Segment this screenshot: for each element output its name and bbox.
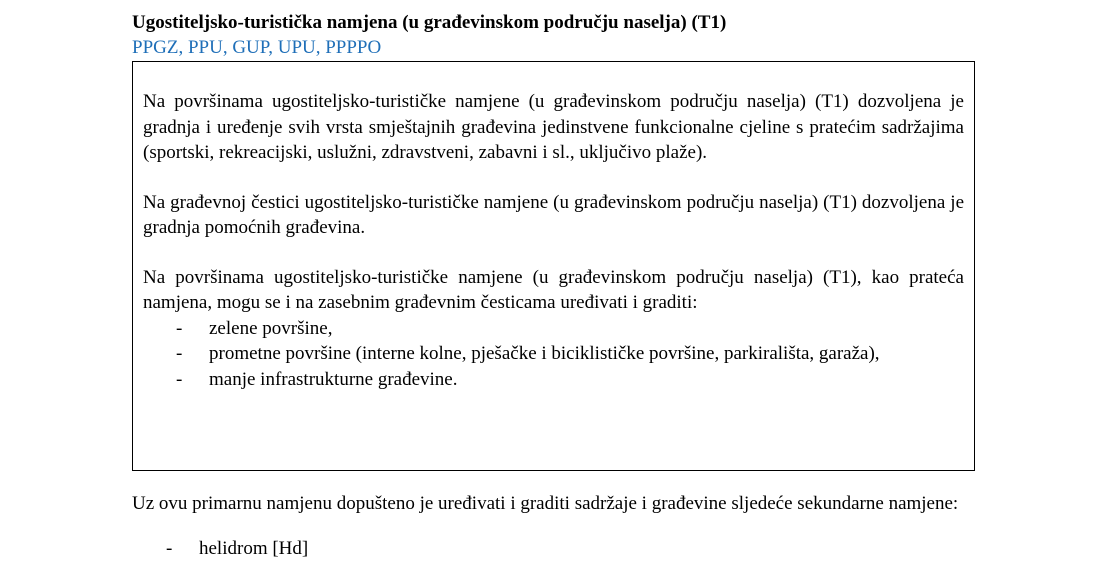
list-dash: - — [176, 343, 183, 364]
list-item-text: prometne površine (interne kolne, pješačke i biciklističke površine, parkirališta, garaža), — [209, 343, 880, 364]
document-page — [132, 10, 1032, 561]
plan-types: PPGZ, PPU, GUP, UPU, PPPPO — [132, 37, 382, 58]
list-item — [143, 316, 964, 342]
rules-box — [132, 61, 975, 471]
list-item — [143, 341, 964, 367]
list-item-text: zelene površine, — [209, 317, 333, 339]
list-item-text: manje infrastrukturne građevine. — [209, 368, 458, 390]
secondary-uses-list — [132, 536, 1032, 562]
section-title: Ugostiteljsko-turistička namjena (u građevinskom području naselja) (T1) — [132, 12, 727, 33]
box-paragraph-2: Na građevnoj čestici ugostiteljsko-turističke namjene (u građevinskom području naselja) (T1) dozvoljena je gradnja pomoćnih građevina. — [143, 191, 964, 238]
secondary-use-intro: Uz ovu primarnu namjenu dopušteno je uređivati i graditi sadržaje i građevine sljedeće sekundarne namjene: — [132, 493, 959, 514]
list-item-text: helidrom [Hd] — [199, 537, 309, 559]
box-paragraph-3: Na površinama ugostiteljsko-turističke namjene (u građevinskom području naselja) (T1), kao prateća namjena, mogu se i na zasebnim građevnim česticama uređivati i graditi: — [143, 266, 964, 313]
list-dash: - — [166, 537, 173, 559]
list-dash: - — [176, 368, 183, 390]
accompanying-uses-list — [143, 316, 964, 393]
list-item — [143, 367, 964, 393]
box-paragraph-1: Na površinama ugostiteljsko-turističke namjene (u građevinskom području naselja) (T1) dozvoljena je gradnja i uređenje svih vrsta smještajnih građevina jedinstvene funkcionalne cjeline s pratećim sadržajima (sportski, rekreacijski, uslužni, zdravstveni, zabavni i sl., uključivo plaže). — [143, 91, 964, 163]
list-dash: - — [176, 317, 183, 339]
list-item — [132, 536, 1032, 562]
